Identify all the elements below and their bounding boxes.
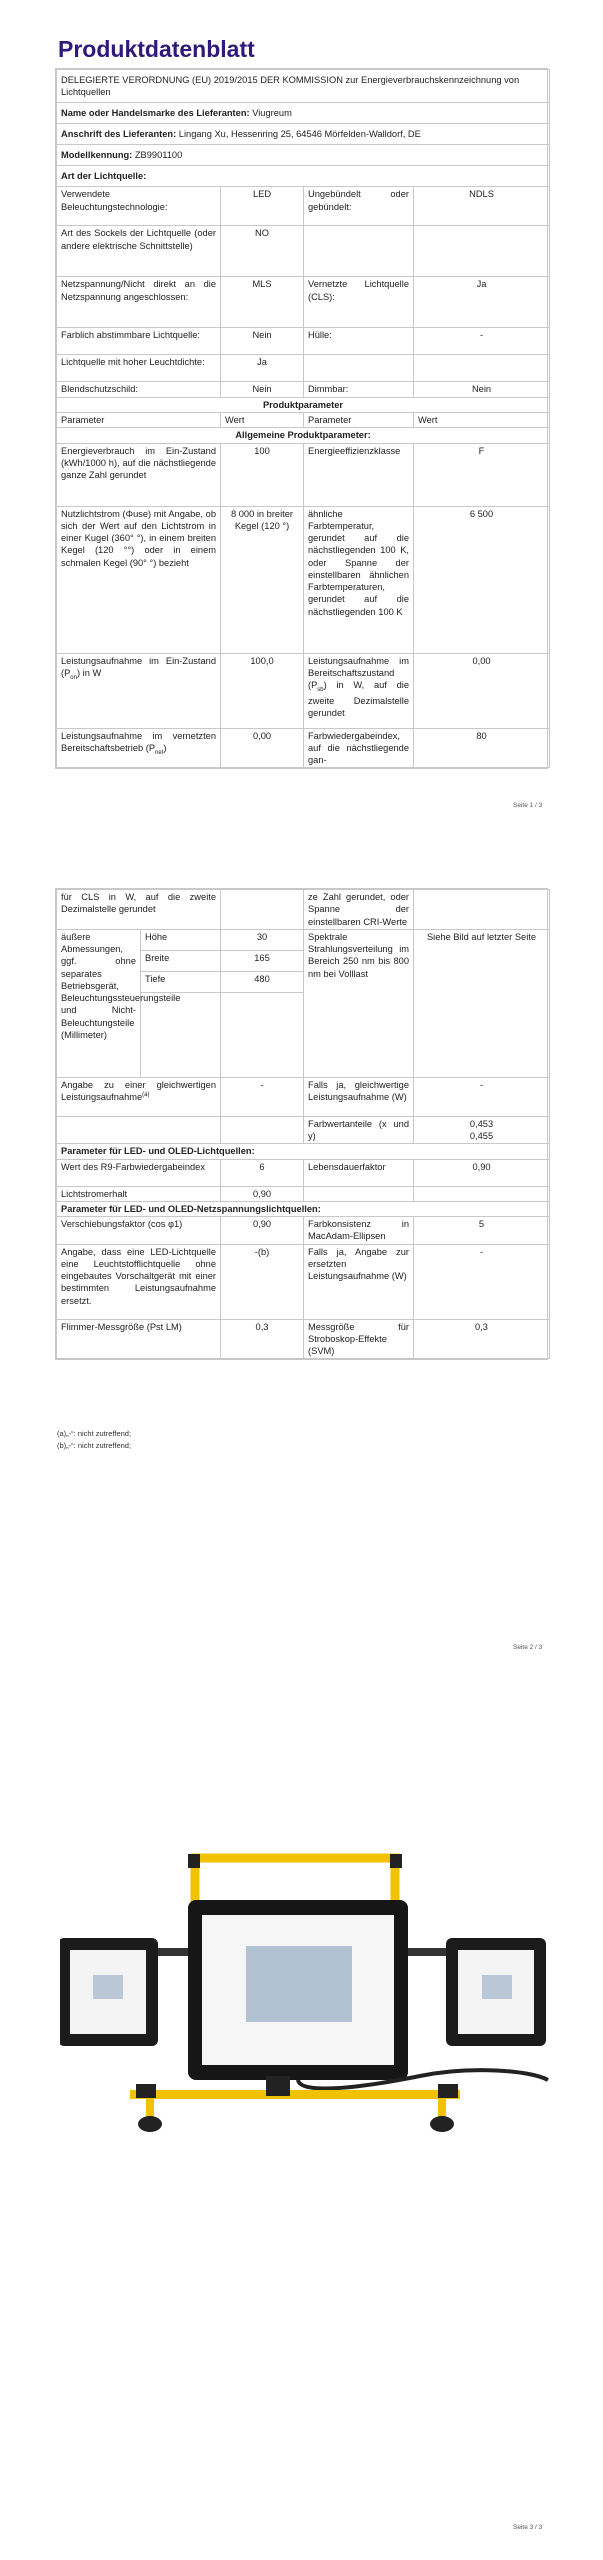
table-row: Energieverbrauch im Ein-Zustand (kWh/1000 h), auf die nächstliegende ganze Zahl gerundet 100 Energieeffizienzklasse F: [57, 443, 550, 506]
table-row: Leistungsaufnahme im vernetzten Bereitschaftsbetrieb $(P_{net})$ 0,00 Farbwiedergabeindex, auf die nächstliegende gan- 80: [57, 728, 550, 768]
datasheet-table-2: [55, 888, 548, 1360]
page-3: [0, 1700, 603, 2560]
table-row: Verschiebungsfaktor (cos φ1) 0,90 Farbkonsistenz in MacAdam-Ellipsen 5: [57, 1217, 550, 1245]
table-row: Netzspannung/Nicht direkt an die Netzspannung angeschlossen: MLS Vernetzte Lichtquelle (CLS): Ja: [57, 277, 550, 328]
table-row: Leistungsaufnahme im Ein-Zustand $(P_{on})$ in W 100,0 Leistungsaufnahme im Bereitschaftszustand $(P_{sb})$ in W, auf die zweite Dezimalstelle gerundet 0,00: [57, 653, 550, 728]
product-params-header: Produktparameter: [57, 397, 550, 412]
table-row: Lichtquelle mit hoher Leuchtdichte: Ja: [57, 355, 550, 382]
regulation-text: DELEGIERTE VERORDNUNG (EU) 2019/2015 DER KOMMISSION zur Energieverbrauchskennzeichnung von Lichtquellen: [57, 70, 550, 103]
footnote-b: (b)„-“: nicht zutreffend;: [57, 1440, 132, 1450]
table-row: Flimmer-Messgröße (Pst LM) 0,3 Messgröße für Stroboskop-Effekte (SVM) 0,3: [57, 1319, 550, 1359]
page-1: [0, 0, 603, 820]
table-row: Nutzlichtstrom (Φuse) mit Angabe, ob sich der Wert auf den Lichtstrom in einer Kugel (360° °), in einem breiten Kegel (120 °°) oder in einem schmalen Kegel (90° °) bezieht 8 000 in breiter Kegel (120 °) ähnliche Farbtemperatur, gerundet auf die nächstliegenden 100 K, oder Spanne der einstellbaren ähnlichen Farbtemperaturen, gerundet auf die nächstliegenden 100 K 6 500: [57, 506, 550, 653]
page-2: [0, 880, 603, 1680]
table-row: für CLS in W, auf die zweite Dezimalstelle gerundet ze Zahl gerundet, oder Spanne der einstellbaren CRI-Werte: [57, 890, 550, 930]
table-row: Breite 165: [57, 950, 550, 971]
table-row: Art des Sockels der Lichtquelle (oder andere elektrische Schnittstelle) NO: [57, 226, 550, 277]
table-row: Verwendete Beleuchtungstechnologie: LED Ungebündelt oder gebündelt: NDLS: [57, 187, 550, 226]
page-number: Seite 3 / 3: [513, 2524, 543, 2531]
table-row: Blendschutzschild: Nein Dimmbar: Nein: [57, 382, 550, 397]
table-row: Farblich abstimmbare Lichtquelle: Nein Hülle: -: [57, 328, 550, 355]
table-row: Wert des R9-Farbwiedergabeindex 6 Lebensdauerfaktor 0,90: [57, 1159, 550, 1186]
column-header-row: Parameter Wert Parameter Wert: [57, 413, 550, 428]
page-number: Seite 2 / 3: [513, 1644, 543, 1651]
table-row: äußere Abmessungen, ggf. ohne separates Betriebsgerät, Beleuchtungssteuerungsteile und Nicht-Beleuchtungsteile (Millimeter) Höhe 30 Spektrale Strahlungsverteilung im Bereich 250 nm bis 800 nm bei Volllast Siehe Bild auf letzter Seite: [57, 929, 550, 950]
footnotes: [57, 1428, 131, 1451]
mains-params-header: Parameter für LED- und OLED-Netzspannungslichtquellen:: [57, 1201, 550, 1216]
supplier-address-row: Anschrift des Lieferanten: Lingang Xu, Hessenring 25, 64546 Mörfelden-Walldorf, DE: [57, 124, 550, 145]
table-row: Tiefe 480: [57, 971, 550, 992]
page-title: Produktdatenblatt: [58, 36, 255, 62]
floodlight-product-image: [60, 1840, 550, 2140]
general-params-header: Allgemeine Produktparameter:: [57, 428, 550, 443]
led-params-header: Parameter für LED- und OLED-Lichtquellen:: [57, 1144, 550, 1159]
table-row: Angabe zu einer gleichwertigen Leistungsaufnahme$^{(a)}$ - Falls ja, gleichwertige Leistungsaufnahme (W) -: [57, 1077, 550, 1116]
page-number: Seite 1 / 3: [513, 802, 543, 809]
footnote-a: (a)„-“: nicht zutreffend;: [57, 1429, 132, 1438]
table-row: Angabe, dass eine LED-Lichtquelle eine Leuchtstofflichtquelle ohne eingebautes Vorschaltgerät mit einer bestimmten Leistungsaufnahme ersetzt. -(b) Falls ja, Angabe zur ersetzten Leistungsaufnahme (W) -: [57, 1244, 550, 1319]
light-type-header: Art der Lichtquelle:: [57, 166, 550, 187]
datasheet-table-1: [55, 68, 548, 769]
table-row: Lichtstromerhalt 0,90: [57, 1186, 550, 1201]
supplier-name-row: Name oder Handelsmarke des Lieferanten: Viugreum: [57, 103, 550, 124]
model-row: Modellkennung: ZB9901100: [57, 145, 550, 166]
table-row: Farbwertanteile (x und y) 0,453 0,455: [57, 1116, 550, 1144]
